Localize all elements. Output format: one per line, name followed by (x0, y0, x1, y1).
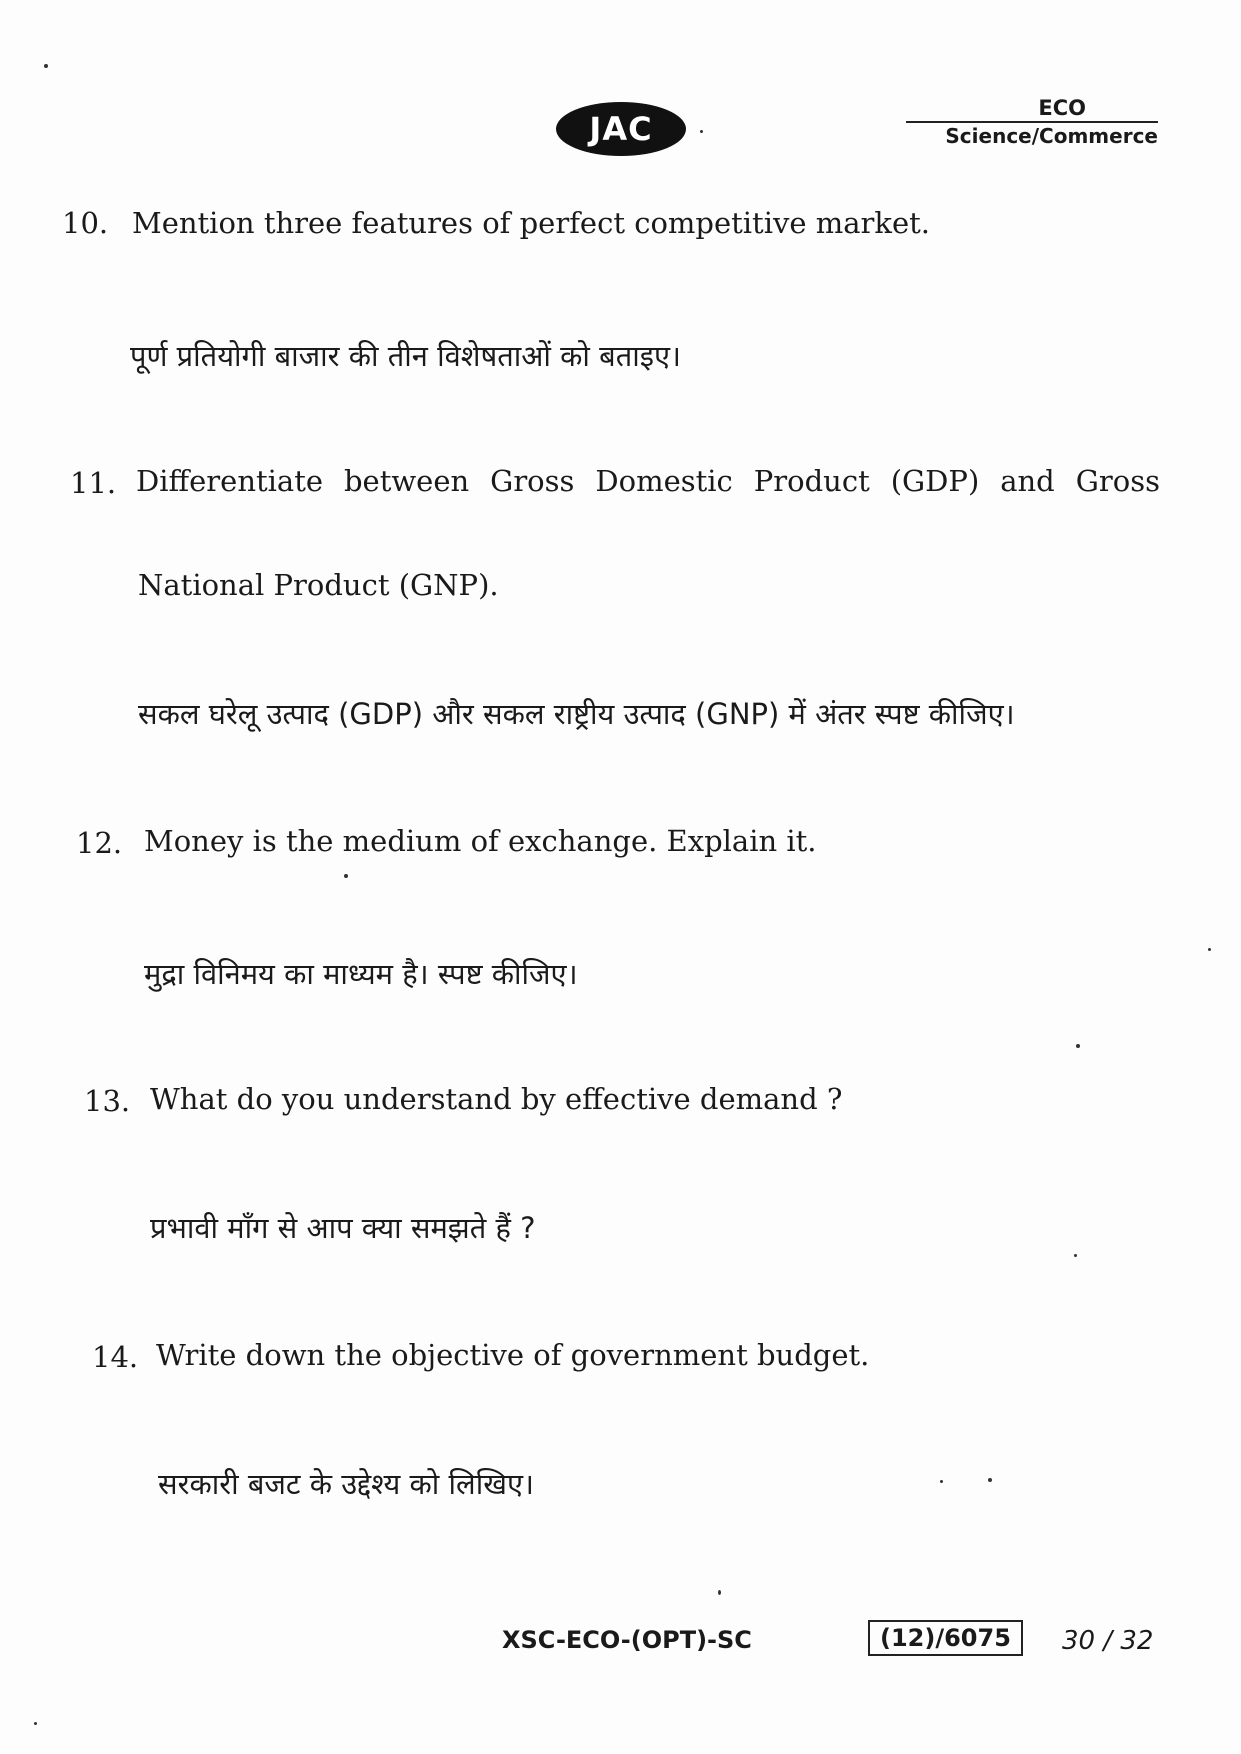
question-text-english: Money is the medium of exchange. Explain it. (144, 824, 817, 858)
word: and (1000, 464, 1055, 498)
page-number: 30 / 32 (1062, 1626, 1154, 1656)
scan-speck (1074, 1254, 1077, 1257)
paper-code: XSC-ECO-(OPT)-SC (502, 1626, 752, 1654)
scan-speck (700, 130, 703, 133)
question-number: 12. (76, 826, 123, 860)
scan-speck (34, 1722, 37, 1725)
word: Gross (490, 464, 575, 498)
question-text-hindi: पूर्ण प्रतियोगी बाजार की तीन विशेषताओं को बताइए। (130, 339, 682, 373)
scan-speck (1076, 1044, 1080, 1048)
question-text-hindi: सकल घरेलू उत्पाद (GDP) और सकल राष्ट्रीय उत्पाद (GNP) में अंतर स्पष्ट कीजिए। (138, 697, 1015, 731)
jac-logo-text: JAC (589, 110, 653, 148)
question-text-english: Write down the objective of government budget. (156, 1338, 870, 1372)
question-number: 10. (62, 206, 109, 240)
stream-label: Science/Commerce (945, 124, 1158, 148)
question-text-hindi: सरकारी बजट के उद्देश्य को लिखिए। (158, 1467, 534, 1501)
question-text-english-line2: National Product (GNP). (138, 568, 499, 602)
word: (GDP) (890, 464, 980, 498)
word: Differentiate (136, 464, 324, 498)
scan-speck (44, 64, 48, 68)
word: Gross (1075, 464, 1160, 498)
scan-speck (718, 1590, 721, 1595)
question-text-english: What do you understand by effective demand ? (150, 1082, 843, 1116)
scan-speck (1208, 948, 1211, 951)
word: Domestic (595, 464, 733, 498)
question-text-english-line1 (136, 464, 1160, 498)
subject-code: ECO (1038, 96, 1086, 120)
scan-speck (988, 1478, 992, 1482)
question-text-english: Mention three features of perfect competitive market. (132, 206, 931, 240)
question-number: 11. (70, 466, 117, 500)
set-code-box: (12)/6075 (868, 1620, 1023, 1656)
word: Product (753, 464, 870, 498)
header-divider (906, 121, 1158, 123)
subject-header (906, 96, 1158, 147)
question-text-hindi: प्रभावी माँग से आप क्या समझते हैं ? (150, 1211, 536, 1245)
scan-speck (940, 1480, 943, 1483)
question-number: 14. (92, 1340, 139, 1374)
scan-speck (344, 874, 348, 878)
word: between (343, 464, 470, 498)
question-text-hindi: मुद्रा विनिमय का माध्यम है। स्पष्ट कीजिए। (144, 957, 578, 991)
jac-logo (556, 102, 686, 156)
question-number: 13. (84, 1084, 131, 1118)
